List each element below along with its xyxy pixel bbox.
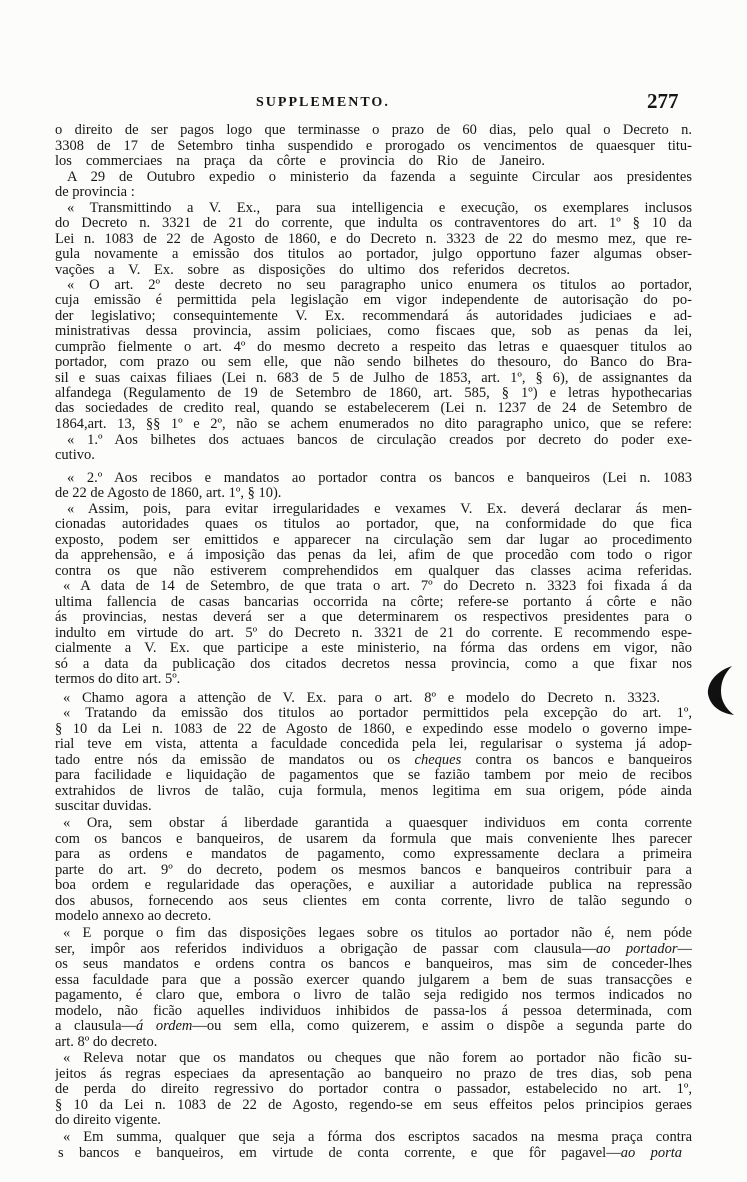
- text-line: cutivo.: [55, 447, 95, 463]
- text-line: [55, 1018, 692, 1034]
- text-line: pagamento, é claro que, embora o livro de talão seja redigido nos termos indicados no: [55, 987, 692, 1003]
- text-line: [55, 941, 692, 957]
- text-line: de perda do direito regressivo do portador contra o passador, estabelecido no art. 1º,: [55, 1081, 692, 1097]
- text-line: § 10 da Lei n. 1083 de 22 de Agosto, regendo-se em seus effeitos pelos principios geraes: [55, 1097, 692, 1113]
- text-line: vações a V. Ex. sobre as disposições do ultimo dos referidos decretos.: [55, 262, 570, 278]
- text-line: § 10 da Lei n. 1083 de 22 de Agosto de 1860, e expedindo esse modelo o governo impe-: [55, 721, 692, 737]
- page-number: 277: [647, 89, 679, 113]
- text-line: suscitar duvidas.: [55, 798, 152, 814]
- text-line: essa faculdade para que a possão exercer quando julgarem a bem de suas transacções e: [55, 972, 692, 988]
- text-line: « 2.º Aos recibos e mandatos ao portador contra os bancos e banqueiros (Lei n. 1083: [67, 470, 692, 486]
- text-run: contra os bancos e banqueiros: [461, 752, 692, 768]
- text-line: « E porque o fim das disposições legaes sobre os titulos ao portador não é, nem póde: [63, 925, 692, 941]
- text-line: art. 8º do decreto.: [55, 1034, 158, 1050]
- text-line: indulto em virtude do art. 5º do Decreto n. 3321 de 21 do corrente. E recommendo espe-: [55, 625, 692, 641]
- text-line: cialmente a V. Ex. que participe a este ministerio, na fórma das ordens em vigor, não: [55, 640, 692, 656]
- italic-term: cheques: [414, 752, 462, 768]
- text-line: com os bancos e banqueiros, de usarem da formula que mais conveniente lhes parecer: [55, 831, 692, 847]
- text-line: cuja emissão é permittida pela legislação em vigor independente de autorisação do po-: [55, 292, 692, 308]
- text-line: só a data da publicação dos citados decretos nessa provincia, como a que fixar nos: [55, 656, 692, 672]
- text-line: cionadas autoridades quaes os titulos ao portador, que, na conformidade do que fica: [55, 516, 692, 532]
- text-line: rial teve em vista, attenta a faculdade concedida pela lei, regularisar o systema já adop-: [55, 736, 692, 752]
- text-line: « Ora, sem obstar á liberdade garantida a quaesquer individuos em conta corrente: [63, 815, 692, 831]
- text-line: para facilidade e liquidação de pagamentos que se fazião tambem por meio de recibos: [55, 767, 692, 783]
- text-line: para as ordens e mandatos de pagamento, como expressamente declara a primeira: [55, 846, 692, 862]
- text-line: « Em summa, qualquer que seja a fórma dos escriptos sacados na mesma praça contra: [63, 1129, 692, 1145]
- text-line: ultima fallencia de casas bancarias occorrida na côrte; refere-se portanto á côrte e não: [55, 594, 692, 610]
- text-line: ministrativas dessa provincia, assim policiaes, como fiscaes que, sob as penas da lei,: [55, 323, 692, 339]
- text-run: tado entre nós da emissão de mandatos ou os: [55, 752, 415, 768]
- text-line: os seus mandatos e ordens contra os bancos e banqueiros, mas sim de conceder-lhes: [55, 956, 692, 972]
- text-line: portador, com prazo ou sem elle, que não sendo bilhetes do thesouro, do Banco do Bra-: [55, 354, 692, 370]
- text-line: contra os que não estiverem comprehendidos em qualquer das classes acima referidas.: [55, 563, 692, 579]
- text-line: « Tratando da emissão dos titulos ao portador permittidos pela excepção do art. 1º,: [63, 705, 692, 721]
- text-line: 1864,art. 13, §§ 1º e 2º, não se achem enumerados no dito paragrapho unico, que se refere:: [55, 416, 692, 432]
- text-line: « Chamo agora a attenção de V. Ex. para o art. 8º e modelo do Decreto n. 3323.: [63, 690, 660, 706]
- text-run: a clausula—: [55, 1018, 137, 1034]
- text-line: alfandega (Regulamento de 19 de Setembro de 1860, art. 585, § 1º) e letras hypothecarias: [55, 385, 692, 401]
- text-line: der legislativo; consequintemente V. Ex. recommendará ás autoridades judiciaes e ad-: [55, 308, 692, 324]
- text-line: los commerciaes na praça da côrte e provincia do Rio de Janeiro.: [55, 153, 545, 169]
- text-line: dos abusos, fornecendo aos seus clientes em conta corrente, livro de talão segundo o: [55, 893, 692, 909]
- text-line: extrahidos de livros de talão, cuja formula, menos legitima em sua origem, póde ainda: [55, 783, 692, 799]
- italic-term: ao porta: [620, 1145, 682, 1161]
- text-line: das sociedades de credito real, quando se estabelecerem (Lei n. 1237 de 24 de Setembro de: [55, 400, 692, 416]
- text-line: « Transmittindo a V. Ex., para sua intelligencia e execução, os exemplares inclusos: [67, 200, 692, 216]
- text-run: ser, impôr aos referidos individuos a obrigação de passar com clausula—: [55, 941, 597, 957]
- text-line: « O art. 2º deste decreto no seu paragrapho unico enumera os titulos ao portador,: [67, 277, 692, 293]
- text-line: A 29 de Outubro expedio o ministerio da fazenda a seguinte Circular aos presidentes: [67, 169, 692, 185]
- text-line: 3308 de 17 de Setembro tinha suspendido e prorogado os vencimentos de quaesquer titu-: [55, 138, 692, 154]
- text-line: « A data de 14 de Setembro, de que trata o art. 7º do Decreto n. 3323 foi fixada á da: [63, 578, 692, 594]
- running-title: SUPPLEMENTO.: [256, 95, 390, 110]
- text-line: « Assim, pois, para evitar irregularidades e vexames V. Ex. deverá declarar ás men-: [67, 501, 692, 517]
- text-line: [58, 1145, 682, 1161]
- text-line: jeitos ás regras especiaes da apresentação ao banqueiro no prazo de tres dias, sob pena: [55, 1066, 692, 1082]
- italic-term: ao portador: [596, 941, 678, 957]
- text-line: modelo annexo ao decreto.: [55, 908, 212, 924]
- text-line: Lei n. 1083 de 22 de Agosto de 1860, e do Decreto n. 3323 de 22 do mesmo mez, que re-: [55, 231, 692, 247]
- text-run: —ou sem ella, como quizerem, e assim o dispõe a segunda parte do: [192, 1018, 692, 1034]
- margin-ink-mark: [703, 664, 739, 716]
- text-line: termos do dito art. 5º.: [55, 671, 181, 687]
- text-line: gula novamente a emissão dos titulos ao portador, julgo opportuno fazer algumas obser-: [55, 246, 692, 262]
- text-line: da apprehensão, e á imposição das penas da lei, afim de que procedão com todo o rigor: [55, 547, 692, 563]
- text-line: « Releva notar que os mandatos ou cheques que não forem ao portador não ficão su-: [63, 1050, 692, 1066]
- text-line: boa ordem e regularidade das operações, e auxiliar a autoridade publica na repressão: [55, 877, 692, 893]
- text-run: s bancos e banqueiros, em virtude de conta corrente, e que fôr pagavel—: [58, 1145, 621, 1161]
- text-line: cumprão fielmente o art. 4º do mesmo decreto a respeito das letras e quaesquer titulos ao: [55, 339, 692, 355]
- text-line: o direito de ser pagos logo que terminasse o prazo de 60 dias, pelo qual o Decreto n.: [55, 122, 692, 138]
- italic-term: á ordem: [136, 1018, 193, 1034]
- text-line: ás provincias, nestas deverá ser a que determinarem os respectivos presidentes para o: [55, 609, 692, 625]
- text-line: de 22 de Agosto de 1860, art. 1º, § 10).: [55, 485, 282, 501]
- text-line: do Decreto n. 3321 de 21 do corrente, que indulta os contraventores do art. 1º § 10 da: [55, 215, 692, 231]
- text-line: parte do art. 9º do decreto, podem os mesmos bancos e banqueiros contribuir para a: [55, 862, 692, 878]
- text-line: sil e suas caixas filiaes (Lei n. 683 de 5 de Julho de 1853, art. 1º, § 6), de assignantes da: [55, 370, 692, 386]
- text-line: modelo, não ficão aquelles individuos inhibidos de passa-los á pessoa determinada, com: [55, 1003, 692, 1019]
- text-run: —: [677, 941, 692, 957]
- text-line: do direito vigente.: [55, 1112, 161, 1128]
- text-line: de provincia :: [55, 184, 135, 200]
- text-line: exposto, podem ser emittidos e apparecer na circulação sem dar lugar ao procedimento: [55, 532, 692, 548]
- text-line: [55, 752, 692, 768]
- text-line: « 1.º Aos bilhetes dos actuaes bancos de circulação creados por decreto do poder exe-: [67, 432, 692, 448]
